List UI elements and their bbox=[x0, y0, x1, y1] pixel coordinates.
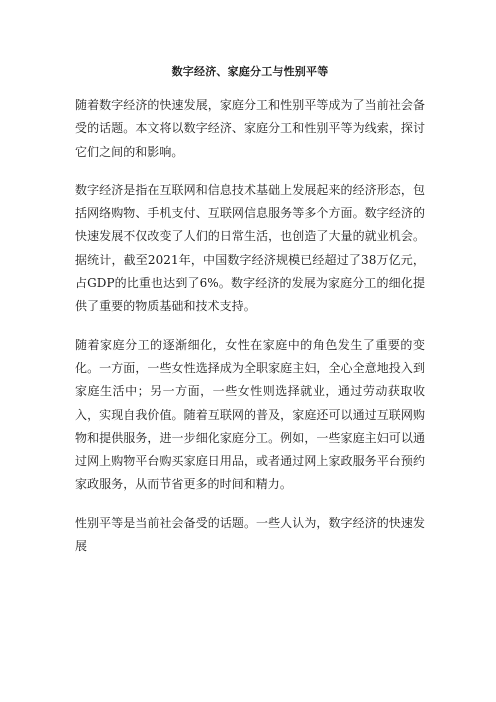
paragraph-gender-equality: 性别平等是当前社会备受的话题。一些人认为，数字经济的快速发展 bbox=[75, 515, 425, 554]
document-body bbox=[75, 64, 425, 573]
document-title: 数字经济、家庭分工与性别平等 bbox=[171, 65, 329, 78]
paragraph-household-division: 随着家庭分工的逐渐细化，女性在家庭中的角色发生了重要的变化。一方面，一些女性选择成为全职家庭主妇，全心全意地投入到家庭生活中；另一方面，一些女性则选择就业，通过劳动获取收入，实现自我价值。随着互联网的普及，家庭还可以通过互联网购物和提供服务，进一步细化家庭分工。例如，一些家庭主妇可以通过网上购物平台购买家庭日用品，或者通过网上家政服务平台预约家政服务，从而节省更多的时间和精力。 bbox=[75, 337, 425, 492]
paragraph-intro: 随着数字经济的快速发展，家庭分工和性别平等成为了当前社会备受的话题。本文将以数字经济、家庭分工和性别平等为线索，探讨它们之间的和影响。 bbox=[75, 98, 425, 159]
paragraph-digital-economy: 数字经济是指在互联网和信息技术基础上发展起来的经济形态，包括网络购物、手机支付、互联网信息服务等多个方面。数字经济的快速发展不仅改变了人们的日常生活，也创造了大量的就业机会。据统计，截至2021年，中国数字经济规模已经超过了38万亿元，占GDP的比重也达到了6%。数字经济的发展为家庭分工的细化提供了重要的物质基础和技术支持。 bbox=[75, 182, 425, 314]
